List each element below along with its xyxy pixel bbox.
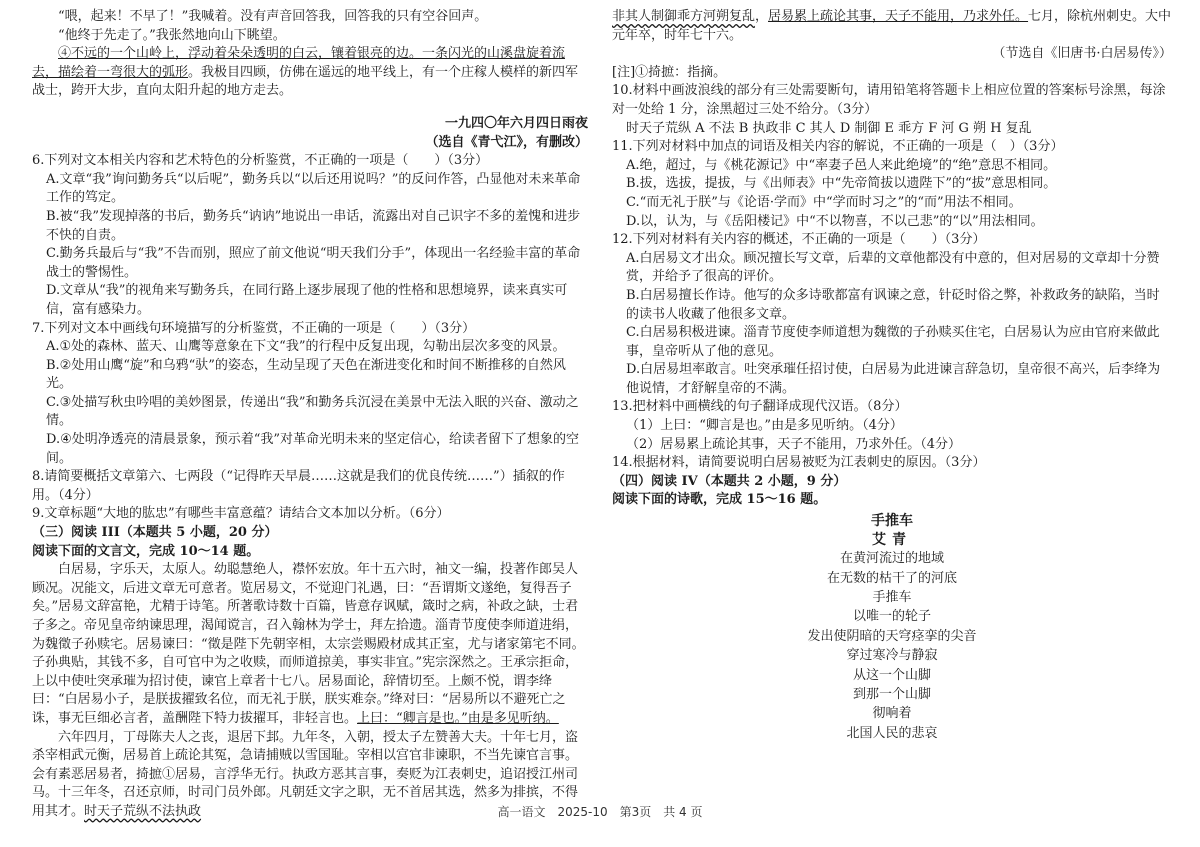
- poem-line: 手推车: [872, 590, 912, 606]
- poem-line: 在无数的枯干了的河底: [826, 570, 957, 586]
- question-12: 12.下列对材料有关内容的概述，不正确的一项是（ ）（3分）: [612, 232, 986, 248]
- poem-line: 发出使阴暗的天穹痉挛的尖音: [807, 628, 977, 644]
- question-7-option-c: C.③处描写秋虫吟唱的美妙图景，传递出“我”和勤务兵沉浸在美景中无法入眠的兴奋、激动之情。: [46, 394, 579, 429]
- scenery-text-end: 直向太阳升起的地方走去。: [136, 83, 293, 99]
- wavy-line-segment-2: 非其人制御乖方河朔复乱: [612, 9, 756, 24]
- wavy-line-segment-1: 时天子荒纵不法执政: [84, 803, 202, 819]
- question-13: 13.把材料中画横线的句子翻译成现代汉语。（8分）: [612, 399, 908, 415]
- question-7-option-d: D.④处明净透亮的清晨景象，预示着“我”对革命光明未来的坚定信心，给读者留下了想象的空间。: [46, 432, 580, 466]
- poem-line: 从这一个山脚: [852, 667, 931, 683]
- section-3-heading: （三）阅读 III（本题共 5 小题，20 分）: [32, 525, 278, 541]
- question-13-part-1: （1）上曰：“卿言是也。”由是多见听纳。（4分）: [626, 418, 903, 434]
- question-11-option-b: B.拔，选拔，提拔，与《出师表》中“先帝简拔以遗陛下”的“拔”意思相同。: [626, 176, 1057, 192]
- question-6-option-d: D.文章从“我”的视角来写勤务兵，在同行路上逐步展现了他的性格和思想境界，读来真实可信，富有感染力。: [46, 283, 568, 317]
- poem-line: 北国人民的悲哀: [846, 725, 938, 741]
- underlined-sentence-13-2: 居易累上疏论其事，天子不能用，乃求外任。: [768, 9, 1029, 24]
- question-12-option-d: D.白居易坦率敢言。吐突承璀任招讨使，白居易为此进谏言辞急切，皇帝很不高兴，后李绛为他说情，才舒解皇帝的不满。: [626, 362, 1161, 396]
- poem-line: 到那一个山脚: [852, 687, 931, 703]
- question-10: 10.材料中画波浪线的部分有三处需要断句，请用铅笔将答题卡上相应位置的答案标号涂黑，每涂对一处给 1 分，涂黑超过三处不给分。（3分）: [612, 83, 1166, 117]
- left-column: [32, 8, 588, 822]
- underlined-sentence-4b: 一弯很大的弧形: [97, 64, 189, 80]
- page-footer: 高一语文 2025-10 第3页 共 4 页: [497, 805, 703, 819]
- paragraph-scenery: [32, 45, 588, 101]
- section-4-instruction: 阅读下面的诗歌，完成 15～16 题。: [612, 492, 827, 508]
- section-3-instruction: 阅读下面的文言文，完成 10～14 题。: [32, 543, 260, 559]
- question-7-option-a: A.①处的森林、蓝天、山鹰等意象在下文“我”的行程中反复出现，勾勒出层次多变的风景。: [46, 339, 566, 355]
- underlined-sentence-13-1: 上曰：“卿言是也。”由是多见听纳。: [357, 710, 559, 726]
- question-11-option-d: D.以，认为，与《岳阳楼记》中“不以物喜，不以己悲”的“以”用法相同。: [626, 213, 1044, 229]
- classical-paragraph-3: 非其人制御乖方河朔复乱，居易累上疏论其事，天子不能用，乃求外任。七月，除杭州刺史。大中元年卒，时年七十六。: [612, 9, 1172, 43]
- classical-text-1: 白居易，字乐天，太原人。幼聪慧绝人，襟怀宏放。年十五六时，袖文一编，投著作郎吴人顾况。况能文，后进文章无可意者。览居易文，不觉迎门礼遇，曰：“吾谓斯文遂绝，复得吾子矣。”居易文辞富艳，尤精于诗笔。所著歌诗数十百篇，皆意存讽赋，箴时之病，补政之缺，士君子多之。帝见皇帝纳谏思理，渴闻谠言，召入翰林为学士，拜左拾遗。淄青节度使李师道进绢，为魏徵子孙赎宅。居易谏曰：“徵是陛下先朝宰相，太宗尝赐殿材成其正室，尤与诸家第宅不同。子孙典贴，其钱不多，自可官中为之收赎，而师道掠美，事实非宜。”宪宗深然之。王承宗拒命，上以中使吐突承璀为招讨使，谏官上章者十七八。居易面论，辞情切至。上颇不悦，谓李绛曰：“白居易小子，是朕拔擢致名位，而无礼于朕，朕实难奈。”绛对曰：“居易所以不避死亡之诛，事无巨细必言者，盖酬陛下特力拔擢耳，非轻言也。: [32, 562, 585, 726]
- question-12-option-b: B.白居易擅长作诗。他写的众多诗歌都富有讽谏之意，针砭时俗之弊，补救政务的缺陷，当时的读书人收藏了他很多文章。: [626, 287, 1160, 322]
- poem-line: 彻响着: [872, 706, 912, 722]
- poem-title: 手推车: [871, 513, 913, 530]
- question-14: 14.根据材料，请简要说明白居易被贬为江表刺史的原因。（3分）: [612, 455, 986, 471]
- paragraph-call: “喂，起来！不早了！”我喊着。没有声音回答我，回答我的只有空谷回声。: [58, 9, 488, 24]
- question-6-option-b: B.被“我”发现掉落的书后，勤务兵“讷讷”地说出一串话，流露出对自己识字不多的羞愧和进步不快的自责。: [46, 208, 581, 243]
- question-7-option-b: B.②处用山鹰“旋”和乌鸦“驮”的姿态，生动呈现了天色在渐进变化和时间不断推移的自然风光。: [46, 357, 566, 392]
- question-7: 7.下列对文本中画线句环境描写的分析鉴赏，不正确的一项是（ ）（3分）: [32, 320, 476, 336]
- paragraph-gone: “他终于先走了。”我张然地向山下眺望。: [58, 27, 286, 43]
- question-8: 8.请简要概括文章第六、七两段（“记得昨天早晨……这就是我们的优良传统……”）插叙的作用。（4分）: [32, 469, 565, 503]
- question-10-options: 时天子荒纵 A 不法 B 执政非 C 其人 D 制御 E 乖方 F 河 G 朔 H 复乱: [626, 120, 1032, 136]
- underlined-sentence-4: ④不远的一个山岭上，浮动着朵朵透明的白云，镶着银亮的边。一条闪光的山溪盘旋着流去，描绘着: [32, 46, 566, 80]
- question-6-option-c: C.勤务兵最后与“我”不告而别，照应了前文他说“明天我们分手”，体现出一名经验丰富的革命战士的警惕性。: [46, 246, 581, 280]
- scenery-text: 。我极目四顾，仿佛在遥远的地平线上，有一个庄稼人模样的新四军战士，跨开大步，: [32, 64, 579, 99]
- poem-body: [612, 549, 1172, 743]
- classical-paragraph-1: [32, 561, 588, 728]
- question-12-option-a: A.白居易文才出众。顾况擅长写文章，后辈的文章他都没有中意的，但对居易的文章却十分赞赏，并给予了很高的评价。: [626, 250, 1160, 285]
- question-9: 9.文章标题“大地的肱忠”有哪些丰富意蕴？请结合文本加以分析。（6分）: [32, 506, 450, 522]
- poem-author: 艾青: [872, 531, 912, 548]
- question-6: 6.下列对文本相关内容和艺术特色的分析鉴赏，不正确的一项是（ ）（3分）: [32, 153, 489, 169]
- question-11: 11.下列对材料中加点的词语及相关内容的解说，不正确的一项是（ ）（3分）: [612, 139, 1064, 155]
- question-13-part-2: （2）居易累上疏论其事，天子不能用，乃求外任。（4分）: [626, 436, 962, 452]
- classical-text-2: 六年四月，丁母陈夫人之丧，退居下邽。九年冬，入朝，授太子左赞善大夫。十年七月，盗杀宰相武元衡，居易首上疏论其冤，急请捕贼以雪国耻。宰相以宫官非谏职，不当先谏官言事。会有素恶居易者，掎摭①居易，言浮华无行。执政方恶其言事，奏贬为江表刺史，追诏授江州司马。十三年冬，召还京师，时司门员外郎。凡朝廷文字之职，无不首居其选，然多为排摈，不得用其才。: [32, 729, 579, 819]
- classical-text-3: 七月，除杭州刺史。大中元年卒，时年七十六。: [612, 9, 1172, 43]
- section-4-heading: （四）阅读 IV（本题共 2 小题，9 分）: [612, 473, 847, 489]
- annotation-note: [注]①掎摭：指摘。: [612, 64, 727, 80]
- question-11-option-a: A.绝，超过，与《桃花源记》中“率妻子邑人来此绝境”的“绝”意思不相同。: [626, 157, 1057, 173]
- question-11-option-c: C.“而无礼于朕”与《论语·学而》中“学而时习之”的“而”用法不相同。: [626, 194, 1022, 210]
- poem-line: 在黄河流过的地域: [839, 551, 944, 567]
- article-source: （选自《青弋江》，有删改）: [425, 134, 588, 150]
- question-12-option-c: C.白居易积极进谏。淄青节度使李师道想为魏徵的子孙赎买住宅，白居易认为应由官府来做此事，皇帝听从了他的意见。: [626, 325, 1160, 359]
- poem-line: 穿过寒冷与静寂: [846, 648, 938, 664]
- poem-line: 以唯一的轮子: [852, 609, 931, 625]
- right-column: [612, 8, 1172, 743]
- question-6-option-a: A.文章“我”询问勤务兵“以后呢”，勤务兵以“以后还用说吗？”的反问作答，凸显他对未来革命工作的笃定。: [46, 171, 581, 206]
- article-date: 一九四〇年六月四日雨夜: [444, 115, 588, 131]
- classical-source: （节选自《旧唐书·白居易传》）: [992, 46, 1172, 62]
